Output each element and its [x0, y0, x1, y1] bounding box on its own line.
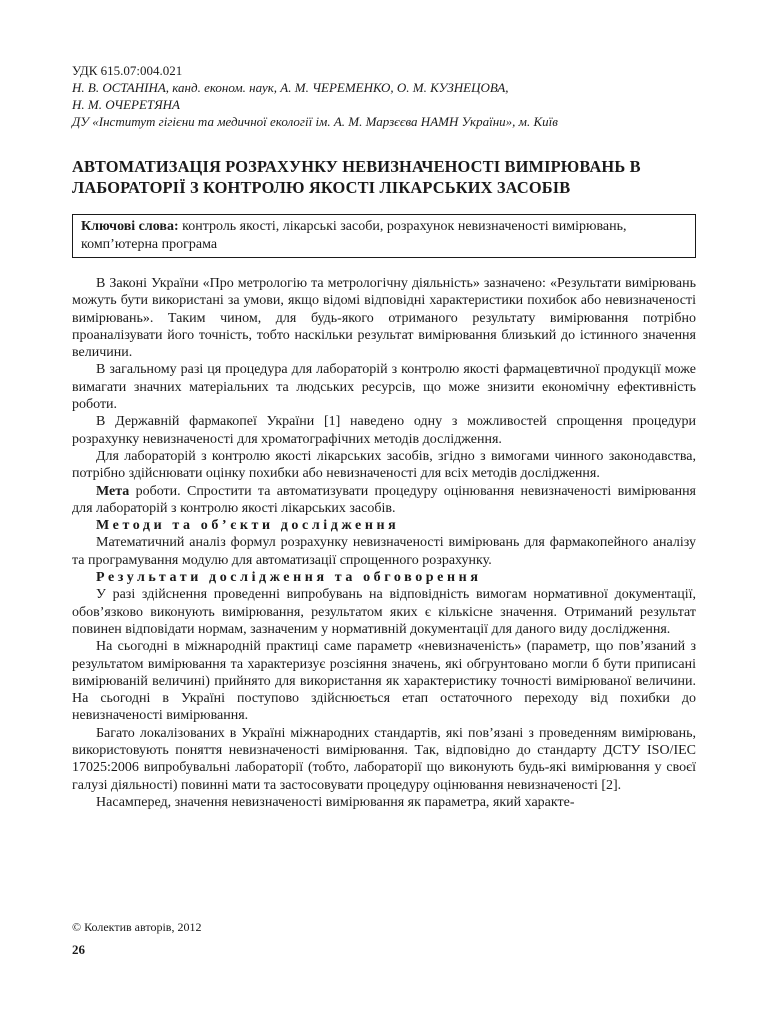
keywords-box — [72, 214, 696, 258]
paragraph-3: В Державній фармакопеї України [1] наведено одну з можливостей спрощення процедури розрахунку невизначеності для хроматографічних методів дослідження. — [72, 414, 696, 447]
aim-text: роботи. Спростити та автоматизувати процедуру оцінювання невизначеності вимірювання для лабораторій з контролю якості лікарських засобів. — [72, 483, 696, 516]
section-heading-methods: Методи та об’єкти дослідження — [96, 518, 400, 534]
article-meta — [72, 62, 696, 130]
paragraph-aim — [72, 483, 696, 518]
paragraph-methods: Математичний аналіз формул розрахунку невизначеності вимірювань для фармакопейного аналізу та програмування модулю для автоматизації спрощенного розрахунку. — [72, 535, 696, 568]
keywords-label: Ключові слова: — [81, 219, 179, 234]
article-body — [72, 275, 696, 811]
article-page — [72, 62, 696, 811]
paragraph-7: У разі здійснення проведенні випробувань на відповідність вимогам нормативної документації, обов’язково виконують вимірювання, результатом яких є кількісне значення. Отриманий результат повинен відповідати нормам, зазначеним у нормативній документації для даного виду дослідження. — [72, 587, 696, 637]
article-title: АВТОМАТИЗАЦІЯ РОЗРАХУНКУ НЕВИЗНАЧЕНОСТІ ВИМІРЮВАНЬ В ЛАБОРАТОРІЇ З КОНТРОЛЮ ЯКОСТІ ЛІКАРСЬКИХ ЗАСОБІВ — [72, 157, 641, 197]
aim-label: Мета — [96, 483, 130, 499]
page-number: 26 — [72, 942, 85, 957]
paragraph-8: На сьогодні в міжнародній практиці саме параметр «невизначеність» (параметр, що пов’язаний з результатом вимірювання та характеризує розсіяння значень, які обгрунтовано могли б бути приписані вимірюваній величині) прийнято для використання як характеристику точності вимірюваної величини. На сьогодні в Україні поступово здійснюється етап остаточного переходу від похибки до невизначеності вимірювання. — [72, 639, 696, 724]
paragraph-4: Для лабораторій з контролю якості лікарських засобів, згідно з вимогами чинного законодавства, потрібно здійснювати оцінку похибки або невизначеності для всіх методів дослідження. — [72, 448, 696, 482]
udk-code: УДК 615.07:004.021 — [72, 63, 183, 78]
authors-line-1: Н. В. ОСТАНІНА, канд. економ. наук, А. М. ЧЕРЕМЕНКО, О. М. КУЗНЕЦОВА, — [72, 80, 509, 95]
affiliation: ДУ «Інститут гігієни та медичної екології ім. А. М. Марзєєва НАМН України», м. Київ — [72, 114, 558, 129]
paragraph-1: В Законі України «Про метрологію та метрологічну діяльність» зазначено: «Результати вимірювань можуть бути використані за умови, якщо відомі відповідні характеристики похибок або невизначеності вимірювань». Таким чином, для будь-якого отриманого результату вимірювання потрібно проаналізувати його точність, тобто наскільки результат вимірювання близький до істинного значення величини. — [72, 276, 696, 361]
paragraph-9: Багато локалізованих в Україні міжнародних стандартів, які пов’язані з проведенням вимірювань, використовують поняття невизначеності вимірювання. Так, відповідно до стандарту ДСТУ ISO/IEC 17025:2006 випробувальні лабораторії (тобто, лабораторії що виконують будь-які вимірювання у своєї галузі діяльності) повинні мати та застосовувати процедуру оцінювання невизначеності [2]. — [72, 725, 696, 793]
paragraph-10: Насамперед, значення невизначеності вимірювання як параметра, який характе- — [96, 794, 575, 810]
section-heading-results: Результати дослідження та обговорення — [96, 570, 482, 586]
keywords-text: контроль якості, лікарські засоби, розрахунок невизначеності вимірювань, комп’ютерна програма — [81, 219, 627, 252]
paragraph-2: В загальному разі ця процедура для лабораторій з контролю якості фармацевтичної продукції може вимагати значних матеріальних та людських ресурсів, що може знизити економічну ефективність роботи. — [72, 362, 696, 413]
authors-line-2: Н. М. ОЧЕРЕТЯНА — [72, 97, 180, 112]
copyright-notice: © Колектив авторів, 2012 — [72, 920, 202, 934]
